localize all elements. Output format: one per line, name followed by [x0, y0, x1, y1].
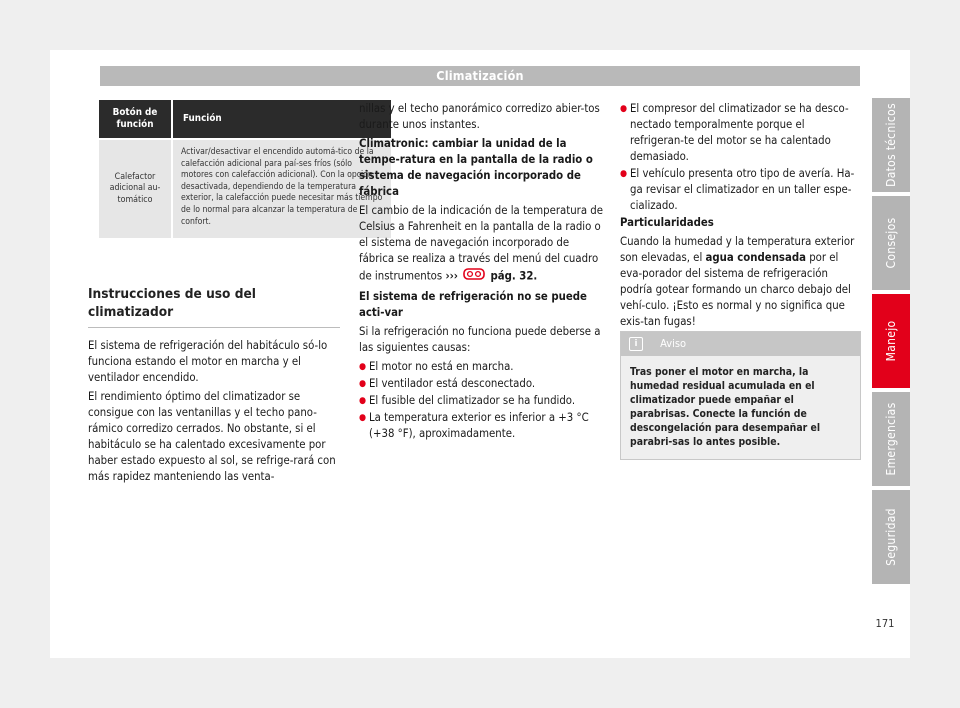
table-cell-button: Calefactor adicional au-tomático: [99, 140, 172, 238]
side-tab-seguridad[interactable]: Seguridad: [872, 490, 910, 584]
side-tab-emergencias[interactable]: Emergencias: [872, 392, 910, 486]
notice-title: Aviso: [660, 337, 687, 350]
column-right: [620, 101, 860, 333]
table-header-button: Botón de función: [99, 100, 172, 138]
chapter-header: Climatización: [100, 66, 860, 86]
paragraph: El rendimiento óptimo del climatizador se consigue con las ventanillas y el techo pano-rámico corredizo cerrados. No obstante, si el habitáculo se ha calentado excesivamente por haber estado expuesto al sol, se refrige-rará con más rapidez manteniendo las venta-: [88, 390, 336, 483]
table-header-row: [99, 100, 391, 138]
list-item: ● El vehículo presenta otro tipo de avería. Ha-ga revisar el climatizador en un taller espe-cializado.: [620, 166, 860, 214]
manual-page: [50, 50, 910, 658]
section-title: Instrucciones de uso del climatizador: [88, 285, 340, 328]
page-reference-link[interactable]: pág. 32.: [490, 269, 538, 283]
list-item: ● El ventilador está desconectado.: [359, 376, 605, 392]
side-tab-consejos[interactable]: Consejos: [872, 196, 910, 290]
list-item: ● La temperatura exterior es inferior a +3 °C (+38 °F), aproximadamente.: [359, 410, 605, 442]
side-tab-datos-tecnicos[interactable]: Datos técnicos: [872, 98, 910, 192]
subheading: Climatronic: cambiar la unidad de la tempe-ratura en la pantalla de la radio o sistema de navegación incorporado de fábrica: [359, 137, 593, 198]
instrument-cluster-icon: [463, 267, 485, 286]
cause-list: [359, 359, 605, 442]
info-icon: i: [629, 337, 643, 351]
cause-list-continued: [620, 101, 860, 214]
list-item: ● El fusible del climatizador se ha fundido.: [359, 393, 605, 409]
side-tab-manejo[interactable]: Manejo: [872, 294, 910, 388]
paragraph: nillas y el techo panorámico corredizo abier-tos durante unos instantes.: [359, 102, 600, 131]
subheading: El sistema de refrigeración no se puede acti-var: [359, 290, 587, 319]
notice-text: Tras poner el motor en marcha, la humedad residual acumulada en el climatizador puede empañar el parabrisas. Conecte la función de descongelación para desempañar el parabri-sas lo antes posible.: [630, 366, 821, 448]
column-left: [88, 285, 340, 488]
paragraph: El cambio de la indicación de la temperatura de Celsius a Fahrenheit en la pantalla de la radio o el sistema de navegación incorporado de fábrica se realiza a través del menú del cuadro de instrumentos ››› pág. 32.: [359, 203, 605, 286]
column-middle: [359, 101, 605, 443]
emphasis: agua condensada: [705, 251, 806, 264]
function-table: [99, 100, 391, 238]
list-item: ● El motor no está en marcha.: [359, 359, 605, 375]
list-item: ● El compresor del climatizador se ha desco-nectado temporalmente porque el refrigeran-te del motor se ha calentado demasiado.: [620, 101, 860, 165]
table-row: [99, 140, 391, 238]
notice-box: [620, 331, 861, 460]
paragraph: Cuando la humedad y la temperatura exterior son elevadas, el agua condensada por el eva-porador del sistema de refrigeración podría gotear formando un charco debajo del vehí-culo. ¡Esto es normal y no significa que exis-tan fugas!: [620, 235, 855, 328]
subheading: Particularidades: [620, 216, 714, 229]
table-header-function: Función: [172, 100, 391, 138]
table-cell-function: Activar/desactivar el encendido automá-tico de la calefacción adicional para paí-ses fríos (sólo motores con calefacción adicional). Con la opción desactivada, dependiendo de la temperatura exterior, la calefacción puede necesitar más tiempo de lo normal para alcanzar la temperatura de confort.: [172, 140, 391, 238]
page-number: 171: [875, 617, 895, 630]
paragraph: Si la refrigeración no funciona puede deberse a las siguientes causas:: [359, 325, 601, 354]
reference-arrows: ›››: [445, 269, 458, 283]
notice-header: [621, 332, 860, 356]
paragraph: El sistema de refrigeración del habitáculo só-lo funciona estando el motor en marcha y el ventilador encendido.: [88, 339, 328, 384]
